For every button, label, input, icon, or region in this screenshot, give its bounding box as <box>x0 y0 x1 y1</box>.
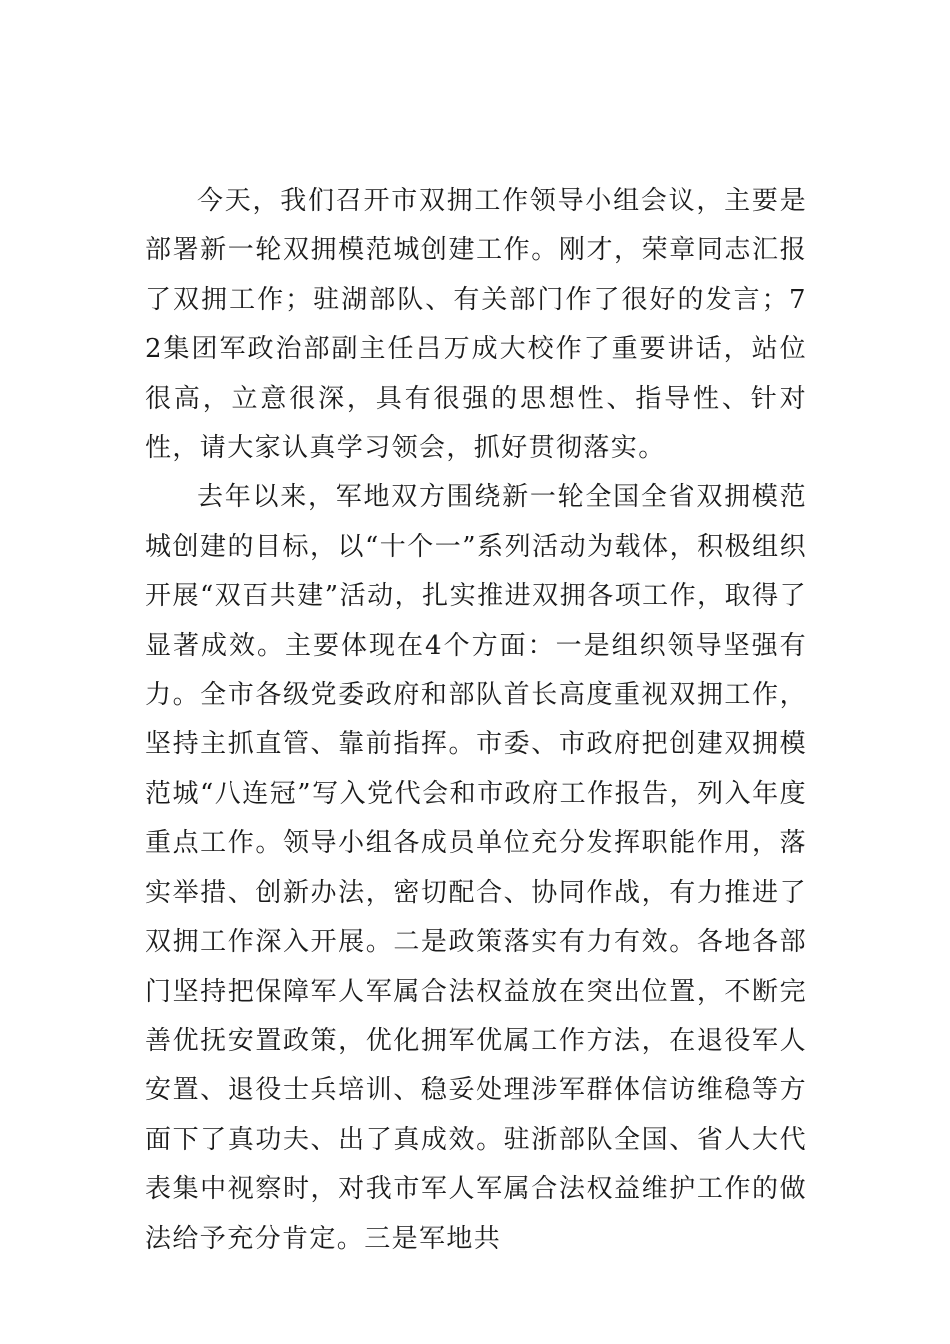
paragraph-2: 去年以来，军地双方围绕新一轮全国全省双拥模范城创建的目标，以“十个一”系列活动为载体，积极组织开展“双百共建”活动，扎实推进双拥各项工作，取得了显著成效。主要体现在4个方面：一是组织领导坚强有力。全市各级党委政府和部队首长高度重视双拥工作，坚持主抓直管、靠前指挥。市委、市政府把创建双拥模范城“八连冠”写入党代会和市政府工作报告，列入年度重点工作。领导小组各成员单位充分发挥职能作用，落实举措、创新办法，密切配合、协同作战，有力推进了双拥工作深入开展。二是政策落实有力有效。各地各部门坚持把保障军人军属合法权益放在突出位置，不断完善优抚安置政策，优化拥军优属工作方法，在退役军人安置、退役士兵培训、稳妥处理涉军群体信访维稳等方面下了真功夫、出了真成效。驻浙部队全国、省人大代表集中视察时，对我市军人军属合法权益维护工作的做法给予充分肯定。三是军地共 <box>145 482 807 1254</box>
document-body <box>145 177 807 1264</box>
paragraph-1: 今天，我们召开市双拥工作领导小组会议，主要是部署新一轮双拥模范城创建工作。刚才，荣章同志汇报了双拥工作；驻湖部队、有关部门作了很好的发言；72集团军政治部副主任吕万成大校作了重要讲话，站位很高，立意很深，具有很强的思想性、指导性、针对性，请大家认真学习领会，抓好贯彻落实。 <box>145 186 807 464</box>
